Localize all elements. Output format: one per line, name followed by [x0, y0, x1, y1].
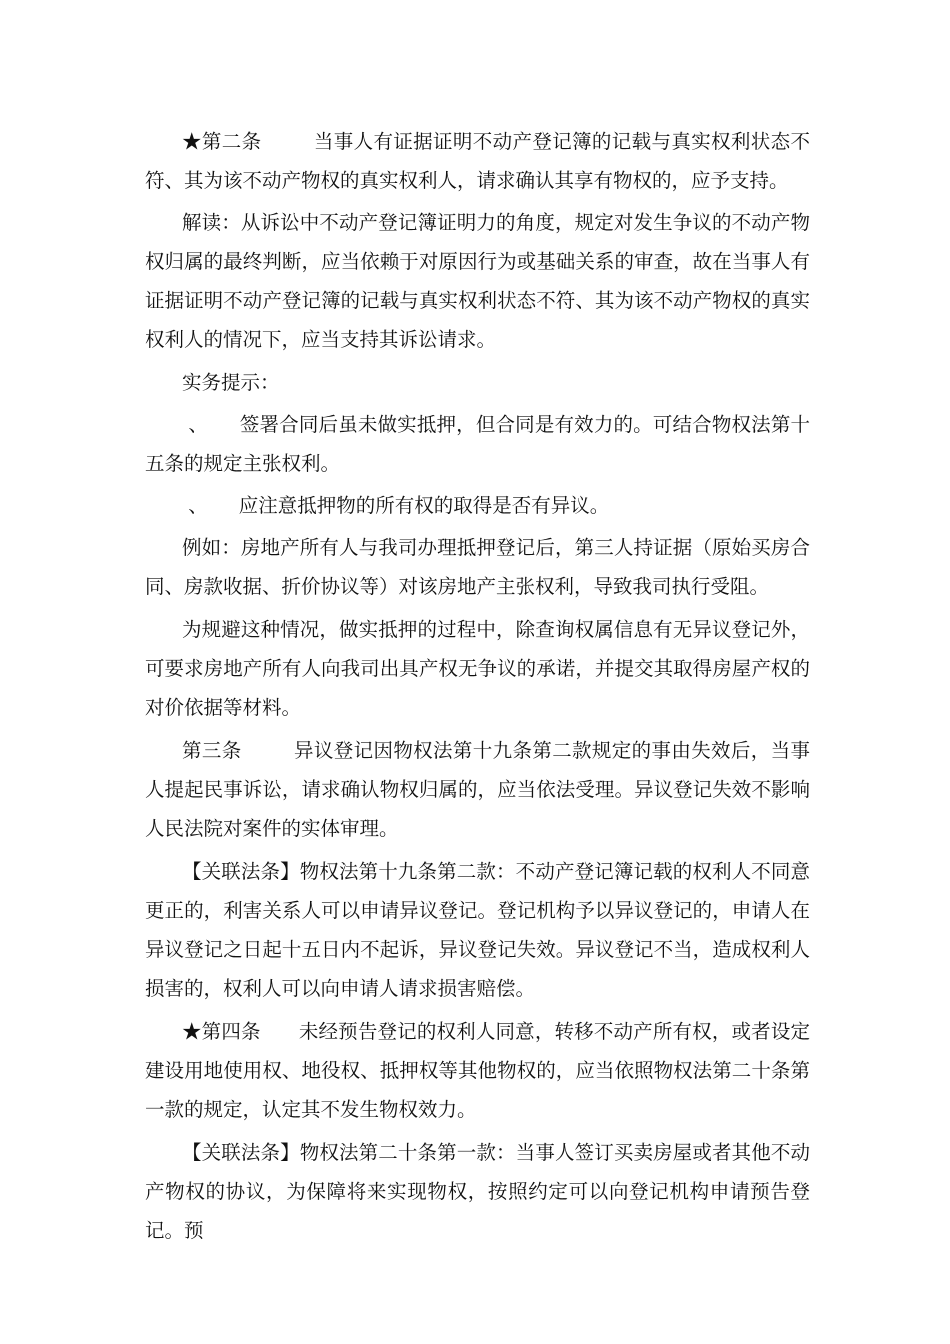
document-body — [145, 122, 810, 1250]
avoidance-paragraph: 为规避这种情况，做实抵押的过程中，除查询权属信息有无异议登记外，可要求房地产所有人向我司出具产权无争议的承诺，并提交其取得房屋产权的对价依据等材料。 — [145, 618, 810, 719]
article-2-paragraph: ★第二条 当事人有证据证明不动产登记簿的记载与真实权利状态不符、其为该不动产物权的真实权利人，请求确认其享有物权的，应予支持。 — [145, 130, 810, 192]
article-3-paragraph: 第三条 异议登记因物权法第十九条第二款规定的事由失效后，当事人提起民事诉讼，请求确认物权归属的，应当依法受理。异议登记失效不影响人民法院对案件的实体审理。 — [145, 739, 810, 840]
related-law-19-2-paragraph: 【关联法条】物权法第十九条第二款：不动产登记簿记载的权利人不同意更正的，利害关系人可以申请异议登记。登记机构予以异议登记的，申请人在异议登记之日起十五日内不起诉，异议登记失效。异议登记不当，造成权利人损害的，权利人可以向申请人请求损害赔偿。 — [145, 860, 810, 1000]
example-paragraph: 例如：房地产所有人与我司办理抵押登记后，第三人持证据（原始买房合同、房款收据、折价协议等）对该房地产主张权利，导致我司执行受阻。 — [145, 536, 810, 598]
practice-tip-1: 、 签署合同后虽未做实抵押，但合同是有效力的。可结合物权法第十五条的规定主张权利。 — [145, 413, 810, 475]
article-4-paragraph: ★第四条 未经预告登记的权利人同意，转移不动产所有权，或者设定建设用地使用权、地役权、抵押权等其他物权的，应当依照物权法第二十条第一款的规定，认定其不发生物权效力。 — [145, 1020, 810, 1121]
article-2-interpretation: 解读：从诉讼中不动产登记簿证明力的角度，规定对发生争议的不动产物权归属的最终判断，应当依赖于对原因行为或基础关系的审查，故在当事人有证据证明不动产登记簿的记载与真实权利状态不符、其为该不动产物权的真实权利人的情况下，应当支持其诉讼请求。 — [145, 211, 810, 351]
practice-tip-2: 、 应注意抵押物的所有权的取得是否有异议。 — [182, 494, 610, 517]
practice-tips-heading: 实务提示： — [182, 371, 280, 394]
related-law-20-1-paragraph: 【关联法条】物权法第二十条第一款：当事人签订买卖房屋或者其他不动产物权的协议，为保障将来实现物权，按照约定可以向登记机构申请预告登记。预 — [145, 1141, 810, 1242]
